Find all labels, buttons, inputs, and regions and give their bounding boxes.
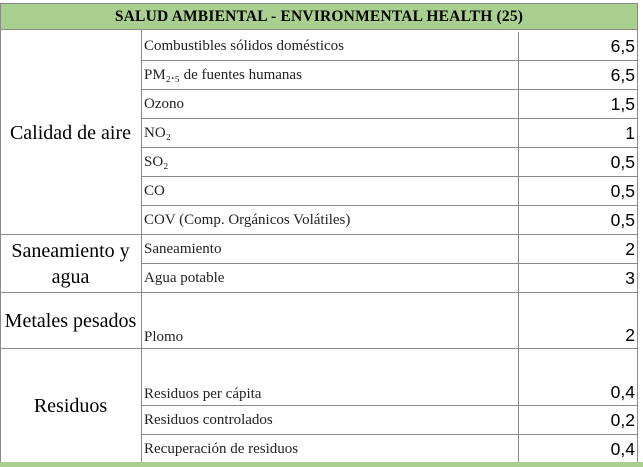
row-value: 0,4: [610, 438, 635, 459]
row-value: 1: [625, 123, 635, 143]
row-value: 0,5: [610, 210, 635, 230]
row-value: 6,5: [610, 65, 635, 85]
row-name: PM₂.₅ de fuentes humanas: [141, 61, 519, 90]
row-name: Saneamiento: [141, 235, 519, 264]
table-row: [141, 264, 638, 293]
row-name: NO₂: [141, 119, 519, 148]
table-title: SALUD AMBIENTAL - ENVIRONMENTAL HEALTH (25): [0, 3, 638, 30]
row-name: SO₂: [141, 148, 519, 177]
row-value: 0,4: [610, 382, 635, 402]
row-value: 0,5: [610, 181, 635, 201]
grid-line: [141, 30, 142, 463]
grid-line: [141, 89, 638, 90]
row-name: CO: [141, 177, 519, 206]
row-name: Ozono: [141, 90, 519, 119]
row-value: 0,2: [610, 410, 635, 430]
grid-line: [0, 348, 638, 349]
row-name: Combustibles sólidos domésticos: [141, 32, 519, 61]
row-value: 1,5: [610, 94, 635, 114]
table-row: [141, 148, 638, 177]
grid-line: [141, 263, 638, 264]
category-residuos: Residuos: [33, 394, 108, 417]
table-row: [141, 293, 638, 349]
grid-line: [141, 176, 638, 177]
table-row: [141, 90, 638, 119]
row-name: Residuos per cápita: [141, 349, 519, 406]
category-saneamiento-y-agua: Saneamiento y agua: [11, 239, 130, 288]
table-row: [141, 61, 638, 90]
category-metales-pesados: Metales pesados: [4, 309, 137, 332]
row-name: Residuos controlados: [141, 406, 519, 435]
row-name: COV (Comp. Orgánicos Volátiles): [141, 206, 519, 235]
table-row: [141, 119, 638, 148]
row-name: Plomo: [141, 293, 519, 349]
grid-line: [0, 292, 638, 293]
table-row: [141, 349, 638, 406]
grid-line: [0, 234, 638, 235]
row-value: 2: [625, 325, 635, 345]
grid-line: [141, 205, 638, 206]
row-value: 3: [625, 268, 635, 288]
table-row: [141, 206, 638, 235]
table-row: [141, 235, 638, 264]
table-row: [141, 435, 638, 463]
grid-line: [141, 147, 638, 148]
table-row: [141, 32, 638, 61]
bottom-band: [0, 462, 643, 467]
row-value: 2: [625, 239, 635, 259]
grid-line: [141, 434, 638, 435]
table-row: [141, 177, 638, 206]
grid-line: [141, 60, 638, 61]
grid-line: [141, 405, 638, 406]
row-value: 6,5: [610, 36, 635, 56]
row-value: 0,5: [610, 152, 635, 172]
row-name: Recuperación de residuos: [141, 435, 519, 463]
category-calidad-de-aire: Calidad de aire: [9, 121, 132, 144]
table-row: [141, 406, 638, 435]
row-name: Agua potable: [141, 264, 519, 293]
grid-line: [637, 30, 638, 463]
grid-line: [0, 30, 1, 463]
grid-line: [141, 118, 638, 119]
